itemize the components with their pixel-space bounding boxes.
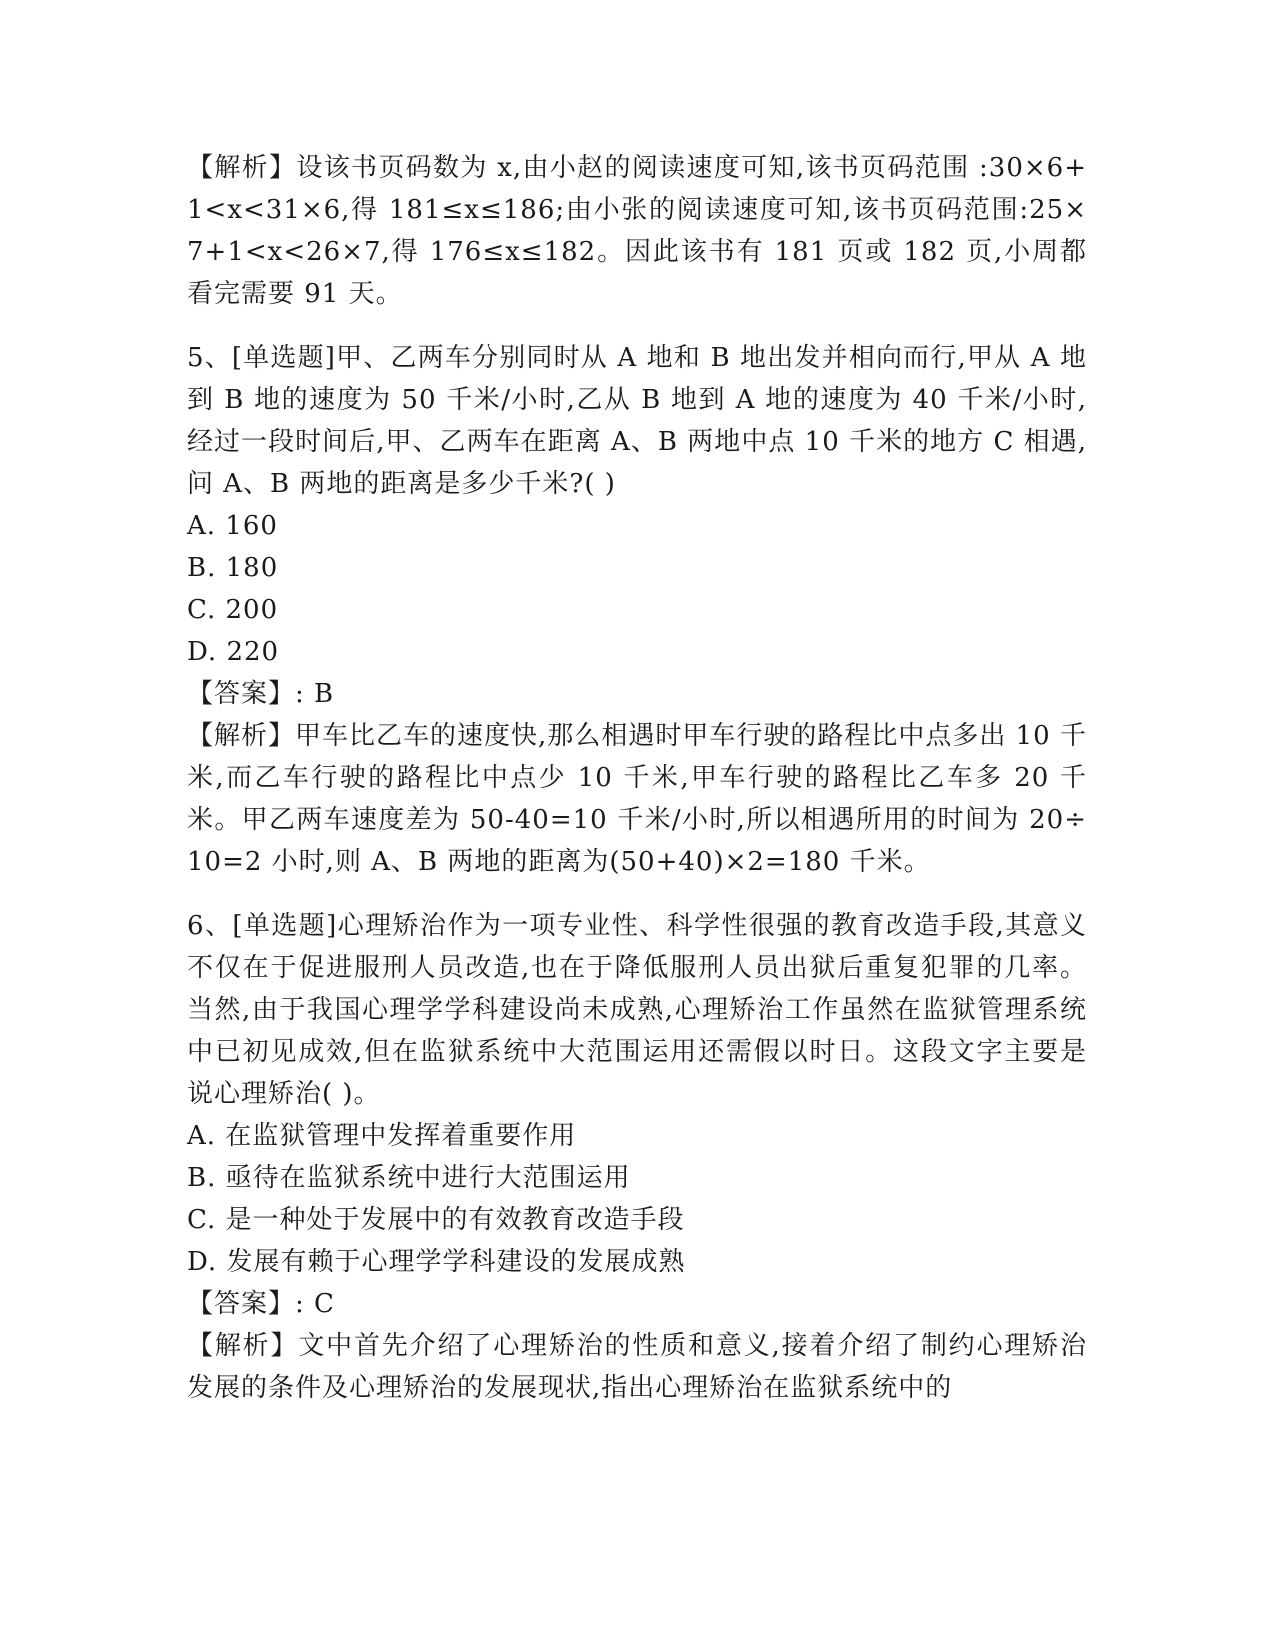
q5-option-d: D. 220 xyxy=(187,637,280,667)
q5-option-b: B. 180 xyxy=(187,553,279,583)
q5-stem: 5、[单选题]甲、乙两车分别同时从 A 地和 B 地出发并相向而行,甲从 A 地到 B 地的速度为 50 千米/小时,乙从 B 地到 A 地的速度为 40 千米/小时,经过一段时间后,甲、乙两车在距离 A、B 两地中点 10 千米的地方 C 相遇,问 A、B 两地的距离是多少千米?( ) xyxy=(187,343,1087,499)
question-6 xyxy=(187,905,1087,1409)
q6-option-b: B. 亟待在监狱系统中进行大范围运用 xyxy=(187,1163,631,1193)
q5-answer: 【答案】: B xyxy=(187,679,335,709)
q5-option-a: A. 160 xyxy=(187,511,278,541)
q6-option-c: C. 是一种处于发展中的有效教育改造手段 xyxy=(187,1205,685,1235)
document-body xyxy=(187,147,1087,1409)
q6-option-d: D. 发展有赖于心理学学科建设的发展成熟 xyxy=(187,1247,686,1277)
q6-stem: 6、[单选题]心理矫治作为一项专业性、科学性很强的教育改造手段,其意义不仅在于促进服刑人员改造,也在于降低服刑人员出狱后重复犯罪的几率。当然,由于我国心理学学科建设尚未成熟,心理矫治工作虽然在监狱管理系统中已初见成效,但在监狱系统中大范围运用还需假以时日。这段文字主要是说心理矫治( )。 xyxy=(187,911,1087,1109)
paragraph-gap xyxy=(187,315,1087,337)
question-5 xyxy=(187,337,1087,883)
q6-option-a: A. 在监狱管理中发挥着重要作用 xyxy=(187,1121,577,1151)
q4-explanation: 【解析】设该书页码数为 x,由小赵的阅读速度可知,该书页码范围 :30×6+1<x<31×6,得 181≤x≤186;由小张的阅读速度可知,该书页码范围:25×7+1<x<26×7,得 176≤x≤182。因此该书有 181 页或 182 页,小周都看完需要 91 天。 xyxy=(187,153,1087,309)
q6-answer: 【答案】: C xyxy=(187,1289,335,1319)
paragraph-gap xyxy=(187,883,1087,905)
q5-explanation: 【解析】甲车比乙车的速度快,那么相遇时甲车行驶的路程比中点多出 10 千米,而乙车行驶的路程比中点少 10 千米,甲车行驶的路程比乙车多 20 千米。甲乙两车速度差为 50-40=10 千米/小时,所以相遇所用的时间为 20÷10=2 小时,则 A、B 两地的距离为(50+40)×2=180 千米。 xyxy=(187,721,1087,877)
q6-explanation: 【解析】文中首先介绍了心理矫治的性质和意义,接着介绍了制约心理矫治发展的条件及心理矫治的发展现状,指出心理矫治在监狱系统中的 xyxy=(187,1331,1087,1403)
q5-option-c: C. 200 xyxy=(187,595,279,625)
